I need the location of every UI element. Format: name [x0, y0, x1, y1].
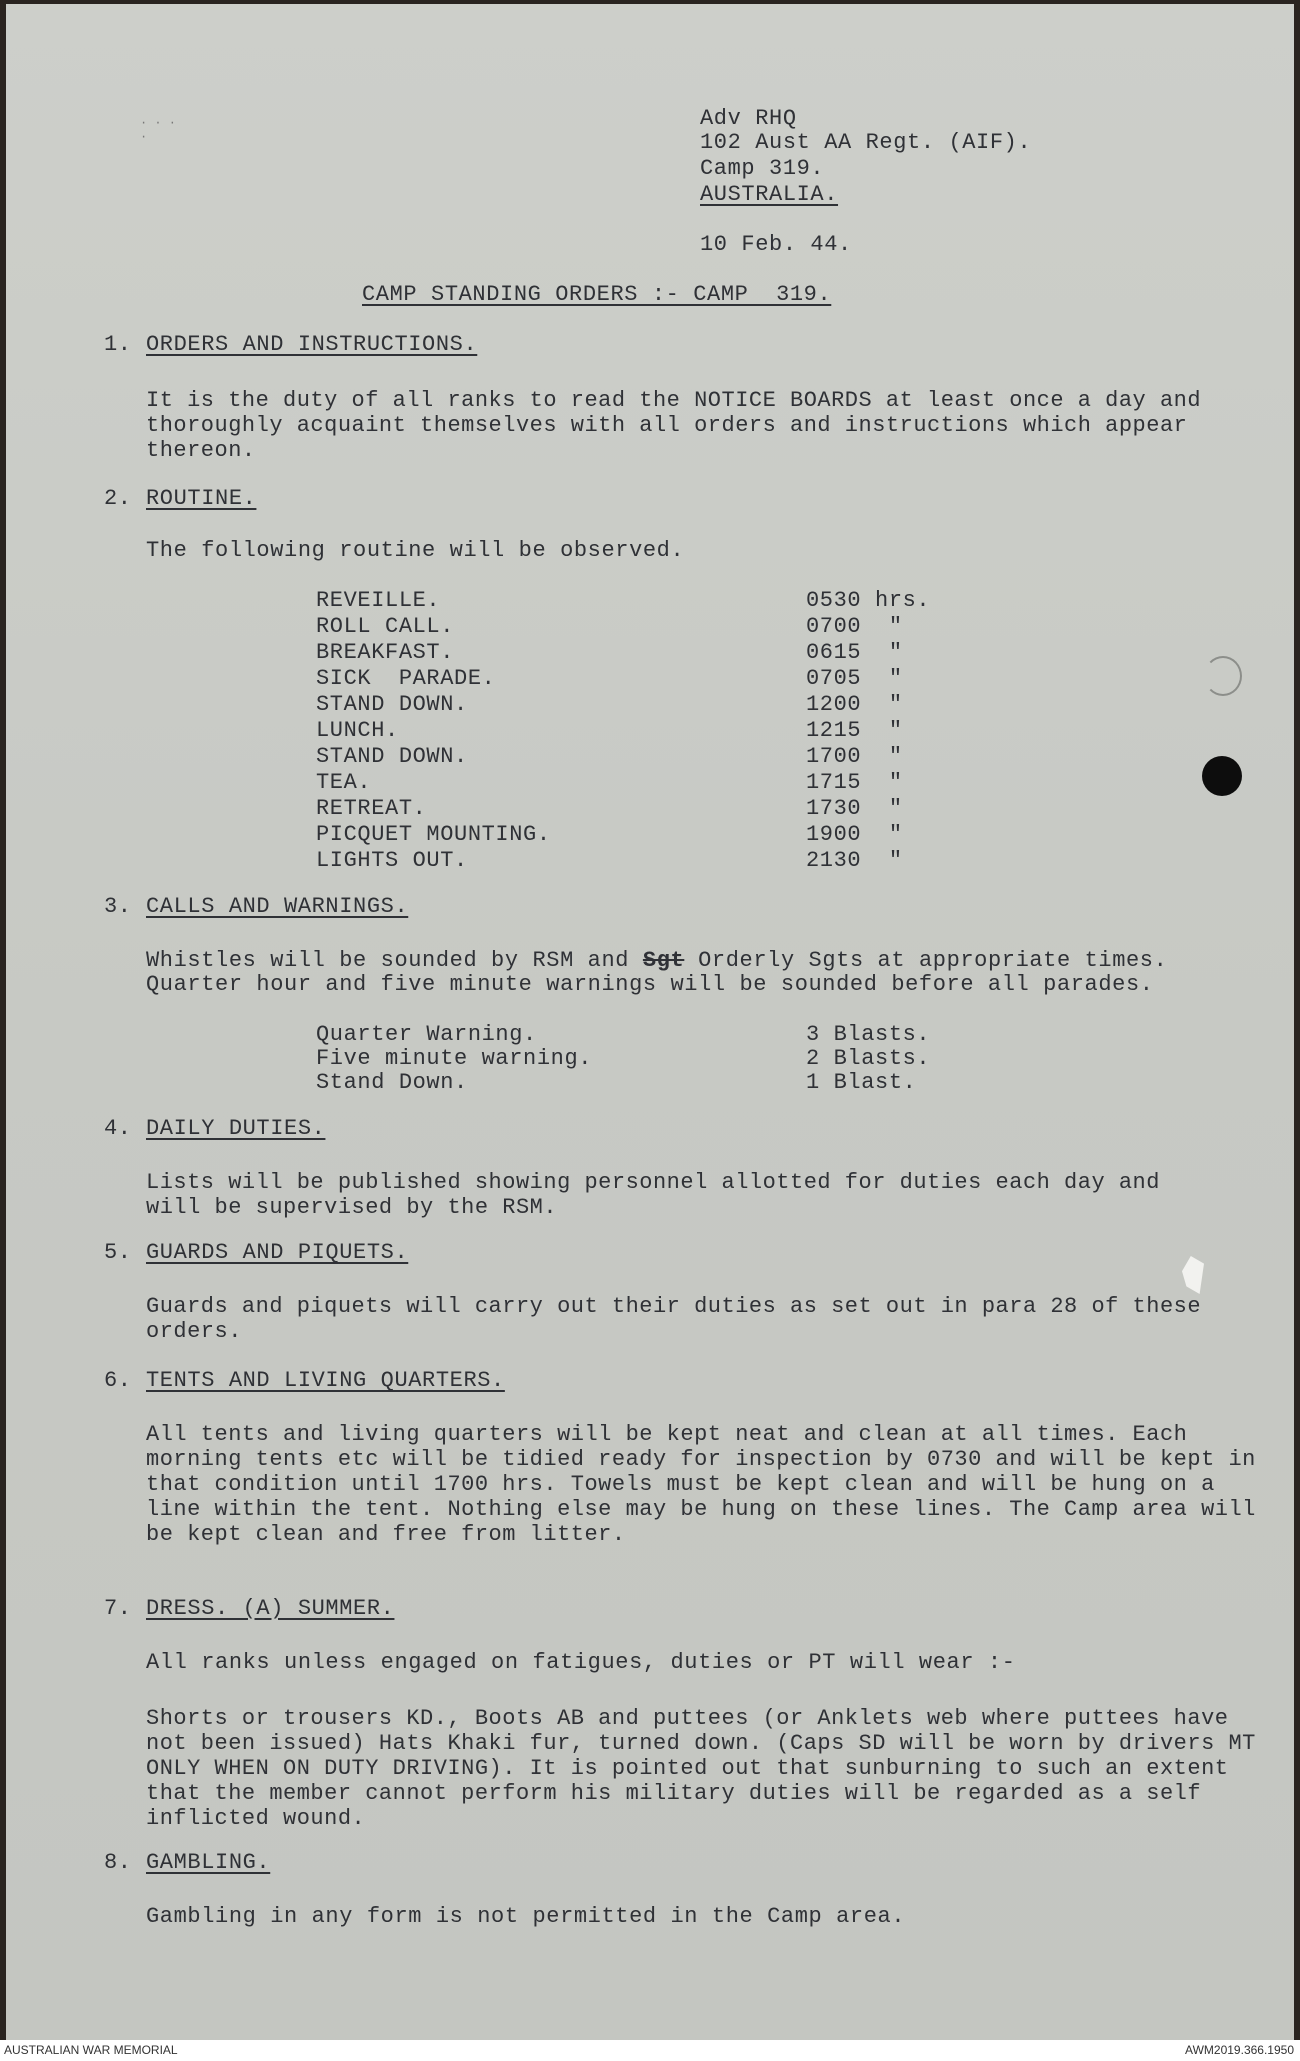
section-7-dress-details: Shorts or trousers KD., Boots AB and puttees (or Anklets web where puttees have not been issued) Hats Khaki fur, turned down. (Caps SD will be worn by drivers MT ONLY WHEN ON DUTY DRIVING). It is pointed out that sunburning to such an extent that the member cannot perform his military duties will be regarded as a self inflicted wound.: [146, 1706, 1256, 1831]
section-7-text: All ranks unless engaged on fatigues, duties or PT will wear :-: [146, 1650, 1016, 1675]
warning-signal: 3 Blasts.: [806, 1022, 931, 1047]
section-2-number: 2.: [104, 486, 132, 511]
section-8-text: Gambling in any form is not permitted in the Camp area.: [146, 1904, 906, 1929]
section-1-text: It is the duty of all ranks to read the NOTICE BOARDS at least once a day and thoroughly acquaint themselves with all orders and instructions which appear thereon.: [146, 388, 1202, 463]
section-2-heading: ROUTINE.: [146, 486, 257, 511]
routine-time: 1900 ": [806, 822, 903, 847]
routine-event: STAND DOWN.: [316, 692, 468, 717]
footer-institution: AUSTRALIAN WAR MEMORIAL: [4, 2043, 178, 2057]
routine-time: 1715 ": [806, 770, 903, 795]
punch-hole: [1202, 756, 1242, 796]
section-1-number: 1.: [104, 332, 132, 357]
header-date: 10 Feb. 44.: [700, 232, 852, 257]
ink-speck: · · · ·: [140, 116, 177, 144]
routine-event: STAND DOWN.: [316, 744, 468, 769]
routine-event: RETREAT.: [316, 796, 427, 821]
routine-event: BREAKFAST.: [316, 640, 455, 665]
routine-event: LIGHTS OUT.: [316, 848, 468, 873]
routine-time: 1730 ": [806, 796, 903, 821]
section-5-number: 5.: [104, 1240, 132, 1265]
section-6-text: All tents and living quarters will be kept neat and clean at all times. Each morning tents etc will be tidied ready for inspection by 0730 and will be kept in that condition until 1700 hrs. Towels must be kept clean and will be hung on a line within the tent. Nothing else may be hung on these lines. The Camp area will be kept clean and free from litter.: [146, 1422, 1256, 1547]
section-3-text-part2: Orderly Sgts at appropriate times.: [698, 948, 1168, 973]
section-3-text-part1: Whistles will be sounded by RSM and: [146, 948, 630, 973]
document-page: [6, 4, 1294, 2040]
warning-name: Stand Down.: [316, 1070, 468, 1095]
header-unit-line1: Adv RHQ: [700, 106, 797, 131]
section-1-heading: ORDERS AND INSTRUCTIONS.: [146, 332, 478, 357]
routine-time: 0705 ": [806, 666, 903, 691]
section-3-number: 3.: [104, 894, 132, 919]
routine-event: LUNCH.: [316, 718, 399, 743]
section-2-text: The following routine will be observed.: [146, 538, 685, 563]
struck-out-word: Sgt: [642, 948, 685, 973]
routine-time: 1700 ": [806, 744, 903, 769]
routine-event: PICQUET MOUNTING.: [316, 822, 551, 847]
section-5-text: Guards and piquets will carry out their duties as set out in para 28 of these orders.: [146, 1294, 1202, 1344]
routine-event: REVEILLE.: [316, 588, 441, 613]
punch-hole-outline: [1204, 656, 1242, 696]
section-4-heading: DAILY DUTIES.: [146, 1116, 326, 1141]
section-7-number: 7.: [104, 1596, 132, 1621]
section-5-heading: GUARDS AND PIQUETS.: [146, 1240, 409, 1265]
section-8-heading: GAMBLING.: [146, 1850, 271, 1875]
footer-accession-number: AWM2019.366.1950: [1185, 2043, 1294, 2057]
warning-name: Quarter Warning.: [316, 1022, 537, 1047]
header-camp: Camp 319.: [700, 156, 825, 181]
section-8-number: 8.: [104, 1850, 132, 1875]
routine-event: SICK PARADE.: [316, 666, 496, 691]
section-3-text-line1: [146, 948, 1167, 974]
header-unit-line2: 102 Aust AA Regt. (AIF).: [700, 130, 1032, 155]
section-4-number: 4.: [104, 1116, 132, 1141]
document-title: CAMP STANDING ORDERS :- CAMP 319.: [362, 282, 832, 307]
warning-name: Five minute warning.: [316, 1046, 593, 1071]
section-7-heading: DRESS. (A) SUMMER.: [146, 1596, 395, 1621]
section-6-heading: TENTS AND LIVING QUARTERS.: [146, 1368, 505, 1393]
archive-footer: [0, 2040, 1300, 2061]
section-4-text: Lists will be published showing personnel allotted for duties each day and will be supervised by the RSM.: [146, 1170, 1160, 1220]
paper-tear: [1182, 1256, 1204, 1294]
routine-time: 0530 hrs.: [806, 588, 931, 613]
routine-time: 1200 ": [806, 692, 903, 717]
routine-time: 2130 ": [806, 848, 903, 873]
header-country: AUSTRALIA.: [700, 182, 839, 207]
warning-signal: 1 Blast.: [806, 1070, 917, 1095]
routine-event: TEA.: [316, 770, 372, 795]
section-3-heading: CALLS AND WARNINGS.: [146, 894, 409, 919]
routine-time: 0700 ": [806, 614, 903, 639]
routine-time: 1215 ": [806, 718, 903, 743]
section-6-number: 6.: [104, 1368, 132, 1393]
section-3-text-line2: Quarter hour and five minute warnings will be sounded before all parades.: [146, 972, 1154, 997]
routine-event: ROLL CALL.: [316, 614, 455, 639]
routine-time: 0615 ": [806, 640, 903, 665]
warning-signal: 2 Blasts.: [806, 1046, 931, 1071]
